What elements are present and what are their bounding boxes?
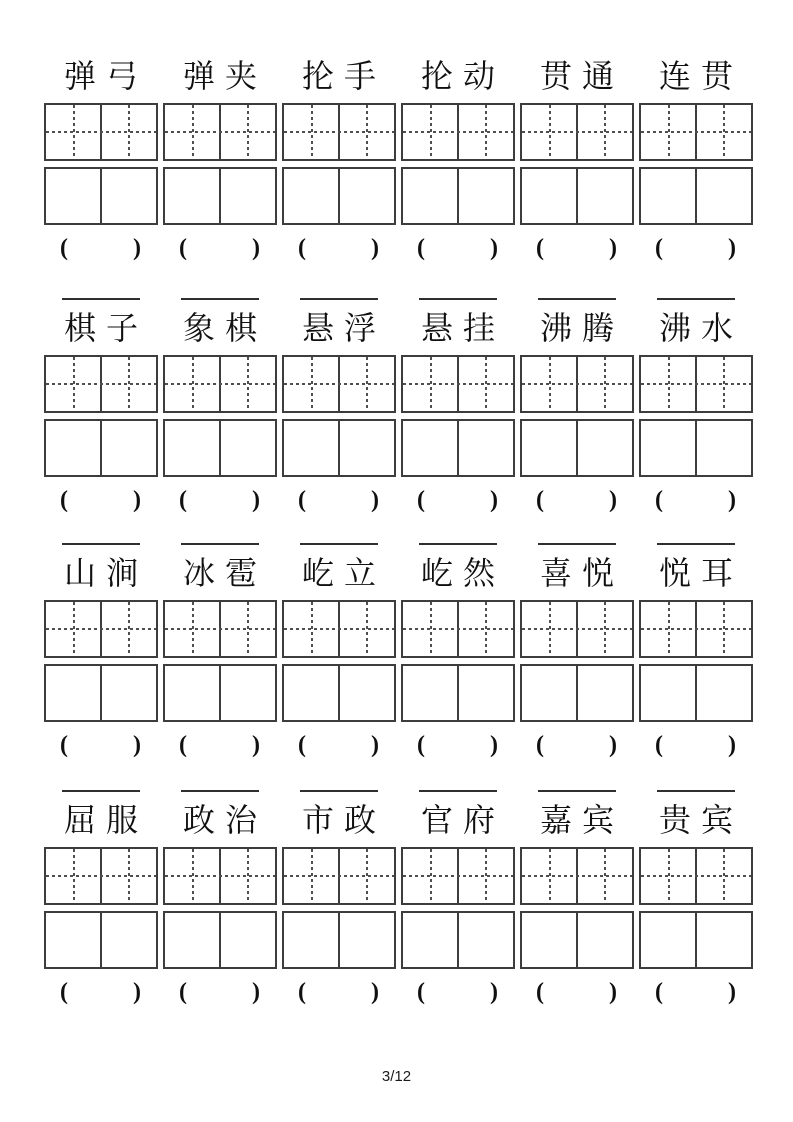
writing-grid[interactable] — [639, 911, 753, 969]
pinyin-line — [181, 543, 259, 545]
pinyin-answer-area[interactable] — [163, 485, 277, 515]
open-paren: ( — [298, 978, 306, 1005]
pinyin-line — [300, 543, 378, 545]
grid-center-divider — [576, 169, 578, 223]
grid-dashed-vline — [668, 357, 670, 411]
close-paren: ) — [490, 731, 498, 758]
open-paren: ( — [298, 731, 306, 758]
open-paren: ( — [417, 234, 425, 261]
tracing-grid-dashed[interactable] — [639, 355, 753, 413]
word-practice-block — [401, 540, 515, 768]
tracing-grid-dashed[interactable] — [639, 600, 753, 658]
pinyin-answer-area[interactable] — [163, 977, 277, 1007]
writing-grid[interactable] — [282, 419, 396, 477]
close-paren: ) — [371, 731, 379, 758]
grid-dashed-vline — [723, 849, 725, 903]
writing-grid[interactable] — [163, 419, 277, 477]
grid-center-divider — [457, 913, 459, 967]
grid-dashed-vline — [311, 357, 313, 411]
tracing-grid-dashed[interactable] — [401, 355, 515, 413]
close-paren: ) — [133, 731, 141, 758]
word-practice-block — [639, 295, 753, 523]
word-practice-block — [639, 787, 753, 1015]
open-paren: ( — [536, 234, 544, 261]
close-paren: ) — [371, 978, 379, 1005]
grid-dashed-vline — [430, 357, 432, 411]
word-row — [44, 295, 753, 523]
grid-center-divider — [695, 666, 697, 720]
grid-dashed-vline — [430, 105, 432, 159]
pinyin-answer-area[interactable] — [282, 233, 396, 263]
grid-dashed-vline — [604, 105, 606, 159]
pinyin-line — [657, 543, 735, 545]
tracing-grid-dashed[interactable] — [282, 600, 396, 658]
grid-dashed-vline — [549, 849, 551, 903]
writing-grid[interactable] — [401, 419, 515, 477]
open-paren: ( — [417, 486, 425, 513]
pinyin-answer-area[interactable] — [639, 730, 753, 760]
tracing-grid-dashed[interactable] — [282, 355, 396, 413]
close-paren: ) — [728, 978, 736, 1005]
grid-dashed-vline — [128, 105, 130, 159]
pinyin-answer-area[interactable] — [44, 485, 158, 515]
pinyin-answer-area[interactable] — [401, 233, 515, 263]
open-paren: ( — [298, 234, 306, 261]
word-label: 沸水 — [658, 310, 743, 346]
pinyin-answer-area[interactable] — [639, 485, 753, 515]
tracing-grid-dashed[interactable] — [163, 355, 277, 413]
grid-dashed-vline — [247, 357, 249, 411]
word-label: 市政 — [301, 802, 386, 838]
pinyin-answer-area[interactable] — [401, 485, 515, 515]
close-paren: ) — [252, 486, 260, 513]
grid-dashed-vline — [311, 602, 313, 656]
grid-center-divider — [695, 169, 697, 223]
grid-center-divider — [695, 913, 697, 967]
grid-center-divider — [338, 169, 340, 223]
grid-dashed-vline — [723, 105, 725, 159]
tracing-grid-dashed[interactable] — [639, 847, 753, 905]
grid-dashed-hline — [165, 628, 275, 630]
grid-center-divider — [100, 421, 102, 475]
grid-dashed-hline — [403, 131, 513, 133]
grid-center-divider — [100, 666, 102, 720]
grid-center-divider — [219, 421, 221, 475]
open-paren: ( — [536, 731, 544, 758]
word-label: 连贯 — [658, 58, 743, 94]
grid-dashed-hline — [403, 383, 513, 385]
pinyin-answer-area[interactable] — [44, 977, 158, 1007]
close-paren: ) — [133, 486, 141, 513]
grid-center-divider — [219, 169, 221, 223]
grid-dashed-vline — [311, 849, 313, 903]
word-label: 冰雹 — [182, 555, 267, 591]
word-practice-block — [282, 540, 396, 768]
close-paren: ) — [609, 234, 617, 261]
tracing-grid-dashed[interactable] — [163, 847, 277, 905]
close-paren: ) — [609, 486, 617, 513]
word-label: 贯通 — [539, 58, 624, 94]
grid-dashed-vline — [128, 357, 130, 411]
tracing-grid-dashed[interactable] — [401, 103, 515, 161]
grid-dashed-vline — [430, 849, 432, 903]
grid-dashed-hline — [522, 628, 632, 630]
open-paren: ( — [417, 978, 425, 1005]
word-label: 悬挂 — [420, 310, 505, 346]
grid-dashed-vline — [723, 357, 725, 411]
close-paren: ) — [609, 731, 617, 758]
open-paren: ( — [179, 234, 187, 261]
word-label: 屈服 — [63, 802, 148, 838]
grid-dashed-hline — [165, 131, 275, 133]
word-practice-block — [520, 787, 634, 1015]
open-paren: ( — [536, 486, 544, 513]
word-practice-block — [282, 295, 396, 523]
grid-center-divider — [100, 169, 102, 223]
pinyin-answer-area[interactable] — [520, 730, 634, 760]
open-paren: ( — [60, 234, 68, 261]
grid-dashed-vline — [549, 105, 551, 159]
grid-dashed-hline — [165, 383, 275, 385]
word-practice-block — [520, 540, 634, 768]
word-label: 象棋 — [182, 310, 267, 346]
word-practice-block — [44, 43, 158, 271]
grid-dashed-vline — [366, 849, 368, 903]
pinyin-answer-area[interactable] — [163, 730, 277, 760]
word-practice-block — [163, 43, 277, 271]
grid-dashed-vline — [485, 602, 487, 656]
writing-grid[interactable] — [639, 167, 753, 225]
grid-dashed-hline — [165, 875, 275, 877]
word-practice-block — [44, 787, 158, 1015]
open-paren: ( — [179, 978, 187, 1005]
word-practice-block — [282, 787, 396, 1015]
pinyin-answer-area[interactable] — [520, 485, 634, 515]
pinyin-answer-area[interactable] — [520, 233, 634, 263]
grid-dashed-vline — [604, 849, 606, 903]
grid-dashed-hline — [284, 131, 394, 133]
word-label: 弹夹 — [182, 58, 267, 94]
word-label: 山涧 — [63, 555, 148, 591]
word-practice-block — [401, 295, 515, 523]
word-label: 屹然 — [420, 555, 505, 591]
open-paren: ( — [655, 486, 663, 513]
writing-grid[interactable] — [520, 167, 634, 225]
word-practice-block — [520, 43, 634, 271]
grid-dashed-vline — [247, 105, 249, 159]
grid-center-divider — [338, 421, 340, 475]
grid-center-divider — [100, 913, 102, 967]
pinyin-answer-area[interactable] — [282, 485, 396, 515]
grid-dashed-vline — [73, 357, 75, 411]
pinyin-answer-area[interactable] — [163, 233, 277, 263]
pinyin-line — [300, 790, 378, 792]
grid-dashed-hline — [46, 383, 156, 385]
grid-center-divider — [576, 666, 578, 720]
grid-dashed-vline — [485, 357, 487, 411]
writing-grid[interactable] — [44, 911, 158, 969]
grid-dashed-vline — [604, 357, 606, 411]
grid-dashed-vline — [73, 105, 75, 159]
word-label: 抡手 — [301, 58, 386, 94]
open-paren: ( — [655, 731, 663, 758]
pinyin-line — [538, 298, 616, 300]
word-label: 抡动 — [420, 58, 505, 94]
grid-dashed-vline — [723, 602, 725, 656]
writing-grid[interactable] — [639, 664, 753, 722]
word-label: 悬浮 — [301, 310, 386, 346]
tracing-grid-dashed[interactable] — [44, 355, 158, 413]
tracing-grid-dashed[interactable] — [282, 103, 396, 161]
grid-dashed-vline — [73, 602, 75, 656]
close-paren: ) — [490, 486, 498, 513]
grid-dashed-vline — [311, 105, 313, 159]
word-row — [44, 787, 753, 1015]
close-paren: ) — [609, 978, 617, 1005]
grid-dashed-hline — [641, 383, 751, 385]
pinyin-line — [62, 543, 140, 545]
grid-dashed-vline — [366, 105, 368, 159]
open-paren: ( — [655, 978, 663, 1005]
tracing-grid-dashed[interactable] — [282, 847, 396, 905]
word-label: 棋子 — [63, 310, 148, 346]
grid-center-divider — [695, 421, 697, 475]
pinyin-answer-area[interactable] — [639, 977, 753, 1007]
tracing-grid-dashed[interactable] — [44, 600, 158, 658]
pinyin-line — [419, 298, 497, 300]
pinyin-answer-area[interactable] — [639, 233, 753, 263]
page-number: 3/12 — [381, 1068, 412, 1085]
pinyin-answer-area[interactable] — [520, 977, 634, 1007]
grid-dashed-vline — [549, 357, 551, 411]
open-paren: ( — [60, 731, 68, 758]
writing-grid[interactable] — [44, 419, 158, 477]
writing-grid[interactable] — [44, 167, 158, 225]
grid-dashed-hline — [403, 628, 513, 630]
grid-dashed-hline — [46, 628, 156, 630]
close-paren: ) — [371, 234, 379, 261]
word-practice-block — [163, 540, 277, 768]
close-paren: ) — [371, 486, 379, 513]
word-practice-block — [163, 295, 277, 523]
tracing-grid-dashed[interactable] — [639, 103, 753, 161]
pinyin-line — [62, 298, 140, 300]
grid-center-divider — [576, 913, 578, 967]
pinyin-line — [538, 790, 616, 792]
writing-grid[interactable] — [401, 664, 515, 722]
grid-dashed-hline — [403, 875, 513, 877]
word-practice-block — [639, 540, 753, 768]
open-paren: ( — [417, 731, 425, 758]
grid-dashed-vline — [192, 357, 194, 411]
word-practice-block — [401, 787, 515, 1015]
word-practice-block — [520, 295, 634, 523]
grid-dashed-vline — [192, 602, 194, 656]
pinyin-line — [300, 298, 378, 300]
writing-grid[interactable] — [639, 419, 753, 477]
grid-center-divider — [457, 666, 459, 720]
writing-grid[interactable] — [163, 911, 277, 969]
writing-grid[interactable] — [520, 419, 634, 477]
grid-dashed-vline — [192, 849, 194, 903]
tracing-grid-dashed[interactable] — [401, 600, 515, 658]
open-paren: ( — [655, 234, 663, 261]
word-label: 屹立 — [301, 555, 386, 591]
pinyin-line — [419, 790, 497, 792]
pinyin-answer-area[interactable] — [44, 233, 158, 263]
close-paren: ) — [252, 234, 260, 261]
pinyin-line — [62, 790, 140, 792]
pinyin-line — [419, 543, 497, 545]
grid-dashed-hline — [46, 131, 156, 133]
tracing-grid-dashed[interactable] — [520, 103, 634, 161]
grid-dashed-vline — [247, 602, 249, 656]
grid-dashed-vline — [73, 849, 75, 903]
tracing-grid-dashed[interactable] — [44, 847, 158, 905]
open-paren: ( — [60, 978, 68, 1005]
grid-dashed-vline — [366, 357, 368, 411]
tracing-grid-dashed[interactable] — [163, 103, 277, 161]
grid-center-divider — [219, 666, 221, 720]
grid-dashed-vline — [128, 849, 130, 903]
writing-grid[interactable] — [282, 167, 396, 225]
word-label: 喜悦 — [539, 555, 624, 591]
grid-center-divider — [338, 666, 340, 720]
word-practice-block — [282, 43, 396, 271]
close-paren: ) — [133, 234, 141, 261]
grid-center-divider — [338, 913, 340, 967]
word-practice-block — [639, 43, 753, 271]
grid-dashed-vline — [192, 105, 194, 159]
close-paren: ) — [490, 978, 498, 1005]
grid-dashed-hline — [641, 131, 751, 133]
open-paren: ( — [179, 486, 187, 513]
writing-grid[interactable] — [282, 664, 396, 722]
grid-dashed-hline — [284, 383, 394, 385]
tracing-grid-dashed[interactable] — [163, 600, 277, 658]
writing-grid[interactable] — [163, 167, 277, 225]
open-paren: ( — [60, 486, 68, 513]
grid-dashed-vline — [549, 602, 551, 656]
writing-grid[interactable] — [520, 911, 634, 969]
close-paren: ) — [728, 486, 736, 513]
grid-dashed-vline — [668, 105, 670, 159]
grid-dashed-hline — [522, 875, 632, 877]
grid-dashed-hline — [522, 131, 632, 133]
pinyin-line — [181, 298, 259, 300]
word-label: 嘉宾 — [539, 802, 624, 838]
word-label: 弹弓 — [63, 58, 148, 94]
close-paren: ) — [490, 234, 498, 261]
tracing-grid-dashed[interactable] — [520, 355, 634, 413]
word-label: 政治 — [182, 802, 267, 838]
writing-grid[interactable] — [520, 664, 634, 722]
writing-grid[interactable] — [44, 664, 158, 722]
open-paren: ( — [298, 486, 306, 513]
grid-center-divider — [457, 169, 459, 223]
grid-dashed-hline — [46, 875, 156, 877]
grid-dashed-vline — [668, 849, 670, 903]
tracing-grid-dashed[interactable] — [520, 600, 634, 658]
grid-dashed-vline — [366, 602, 368, 656]
grid-dashed-hline — [641, 875, 751, 877]
writing-grid[interactable] — [282, 911, 396, 969]
grid-dashed-hline — [522, 383, 632, 385]
pinyin-answer-area[interactable] — [282, 730, 396, 760]
grid-dashed-hline — [641, 628, 751, 630]
writing-grid[interactable] — [163, 664, 277, 722]
tracing-grid-dashed[interactable] — [520, 847, 634, 905]
word-label: 沸腾 — [539, 310, 624, 346]
pinyin-answer-area[interactable] — [282, 977, 396, 1007]
grid-dashed-vline — [128, 602, 130, 656]
tracing-grid-dashed[interactable] — [44, 103, 158, 161]
word-practice-block — [401, 43, 515, 271]
writing-grid[interactable] — [401, 167, 515, 225]
close-paren: ) — [252, 731, 260, 758]
word-row — [44, 43, 753, 271]
grid-dashed-vline — [247, 849, 249, 903]
tracing-grid-dashed[interactable] — [401, 847, 515, 905]
close-paren: ) — [728, 234, 736, 261]
writing-grid[interactable] — [401, 911, 515, 969]
grid-dashed-vline — [668, 602, 670, 656]
close-paren: ) — [252, 978, 260, 1005]
pinyin-answer-area[interactable] — [44, 730, 158, 760]
grid-dashed-vline — [485, 105, 487, 159]
open-paren: ( — [179, 731, 187, 758]
word-practice-block — [44, 295, 158, 523]
grid-center-divider — [576, 421, 578, 475]
pinyin-line — [657, 790, 735, 792]
grid-center-divider — [219, 913, 221, 967]
pinyin-line — [657, 298, 735, 300]
word-practice-block — [44, 540, 158, 768]
word-label: 官府 — [420, 802, 505, 838]
close-paren: ) — [133, 978, 141, 1005]
close-paren: ) — [728, 731, 736, 758]
grid-dashed-vline — [430, 602, 432, 656]
grid-center-divider — [457, 421, 459, 475]
grid-dashed-hline — [284, 875, 394, 877]
grid-dashed-vline — [485, 849, 487, 903]
pinyin-line — [538, 543, 616, 545]
word-label: 贵宾 — [658, 802, 743, 838]
grid-dashed-hline — [284, 628, 394, 630]
pinyin-line — [181, 790, 259, 792]
pinyin-answer-area[interactable] — [401, 977, 515, 1007]
grid-dashed-vline — [604, 602, 606, 656]
open-paren: ( — [536, 978, 544, 1005]
word-row — [44, 540, 753, 768]
word-practice-block — [163, 787, 277, 1015]
word-label: 悦耳 — [658, 555, 743, 591]
pinyin-answer-area[interactable] — [401, 730, 515, 760]
